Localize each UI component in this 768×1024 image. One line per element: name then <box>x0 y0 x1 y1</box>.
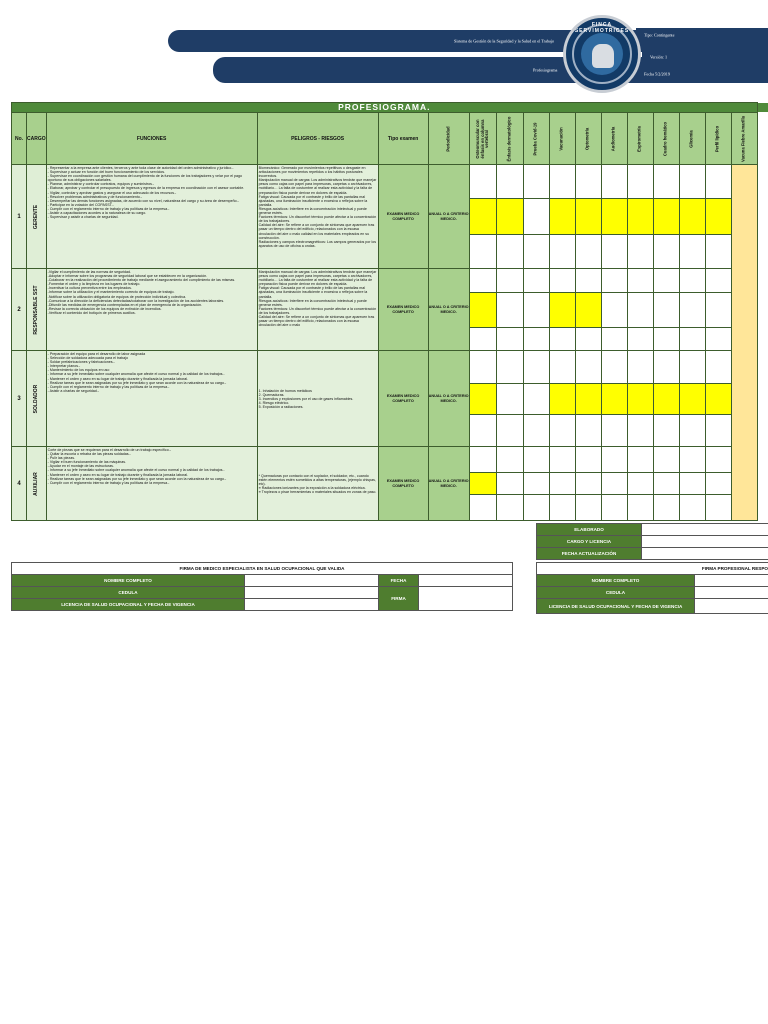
row-tipo-examen: EXAMEN MEDICO COMPLETO <box>378 351 428 447</box>
exam-empty-cell <box>575 495 601 521</box>
exam-empty-cell <box>705 269 731 293</box>
row-number: 1 <box>12 165 27 269</box>
exam-empty-cell <box>653 415 679 447</box>
exam-empty-cell <box>469 415 496 447</box>
exam-empty-cell <box>496 235 523 269</box>
exam-empty-cell <box>523 447 549 473</box>
elaborado-field[interactable] <box>642 524 768 536</box>
exam-empty-cell <box>469 495 496 521</box>
col-cuadro-hematico: Cuadro hemático <box>653 113 679 165</box>
row-number: 2 <box>12 269 27 351</box>
logo-figure <box>592 44 614 68</box>
exam-empty-cell <box>601 293 627 328</box>
row-peligros: * Quemaduras por contacto con el soplador, el soldador, etc., cuando estén elementos estén sometidos a altas temperaturas, (ejemplo chispas, etc). ≡ Radiaciones ionizantes por la exposición a la soldadura eléctrica. ≡ Tropiezos o pisar herramientas o materiales situados en zonas de paso. <box>257 447 378 521</box>
table-row <box>12 351 758 384</box>
exam-empty-cell <box>469 351 496 384</box>
exam-required-cell <box>549 384 575 415</box>
col-perfil-lipidico: Perfil lipídico <box>705 113 731 165</box>
exam-empty-cell <box>601 415 627 447</box>
medico-nombre-field[interactable] <box>245 575 379 587</box>
exam-empty-cell <box>705 293 731 328</box>
medico-cedula-field[interactable] <box>245 587 379 599</box>
exam-empty-cell <box>653 351 679 384</box>
exam-empty-cell <box>575 165 601 199</box>
row-peligros: Biomecánico: Generado por movimientos repetitivos o desgaste en articulaciones por movimientos repetidos o los hábitos posturales incorrectos. Manipulación manual de cargas: Los administrativos tendrán que manejar pesos como cajas con papel para impresoras, carpetas o archivadores, mobiliario… La falta de costumbre al realizar esta actividad y la falta de preparación física puede derivar en dolores de espalda. Fatiga visual: Causada por el contraste y brillo de las pantallas mal ajustadas, una iluminación insuficiente o excesiva o reflejos sobre la pantalla. Riesgos acústicos: Interfiere en la concentración intelectual y puede generar estrés. Factores térmicos: Un disconfort térmico puede afectar a la concentración de los trabajadores. Calidad del aire: Se refiere a un conjunto de síntomas que aparecen tras pasar un tiempo dentro del edificio, relacionados con la escasa circulación del aire o malo calidad en los materiales empleados en su construcción. Radiaciones y campos electromagnéticos: Los campos generados por los aparatos de uso de oficina a ondas. <box>257 165 378 269</box>
exam-required-cell <box>679 384 705 415</box>
exam-empty-cell <box>679 495 705 521</box>
exam-empty-cell <box>469 269 496 293</box>
exam-empty-cell <box>575 351 601 384</box>
col-dermatologico: Énfasis dermatológico <box>496 113 523 165</box>
exam-empty-cell <box>627 293 653 328</box>
medico-nombre-label: NOMBRE COMPLETO <box>12 575 245 587</box>
col-fiebre-amarilla: Vacuna Fiebre Amarilla <box>731 113 757 165</box>
col-audiometria: Audiometría <box>601 113 627 165</box>
exam-empty-cell <box>496 473 523 495</box>
exam-empty-cell <box>496 384 523 415</box>
table-row <box>12 269 758 293</box>
medico-licencia-label: LICENCIA DE SALUD OCUPACIONAL Y FECHA DE VIGENCIA <box>12 599 245 611</box>
exam-empty-cell <box>496 293 523 328</box>
exam-required-cell <box>575 384 601 415</box>
row-funciones: Corte de piezas que se requieran para el desarrollo de un trabajo específico.- - Quitar la escoria o rebaba de las piezas soldadas.- - Pulir las piezas. - Vigilar el buen funcionamiento de las máquinas. - Ayudar en el montaje de las estructuras. - Informar a su jefe inmediato sobre cualquier anomalía que afecte el curso normal y la calidad de los trabajos.- - Mantener el orden y aseo en su lugar de trabajo durante y finalizada la jornada laboral. - Realizar tareas que le sean asignadas por su jefe inmediato y que sean acorde con la naturaleza de su cargo.- - Cumplir con el reglamento interno de trabajo y las políticas de la empresa.- <box>46 447 257 521</box>
medico-signature-title: FIRMA DE MEDICO ESPECIALISTA EN SALUD OCUPACIONAL QUE VALIDA <box>12 563 513 575</box>
row-cargo: GERENTE <box>27 165 47 269</box>
exam-empty-cell <box>469 447 496 473</box>
system-title: Sistema de Gestión de la Seguridad y la Salud en el Trabajo <box>454 38 555 44</box>
exam-empty-cell <box>601 351 627 384</box>
exam-empty-cell <box>627 447 653 473</box>
exam-empty-cell <box>601 269 627 293</box>
table-title: PROFESIOGRAMA. <box>12 103 758 113</box>
exam-required-cell <box>469 293 496 328</box>
approval-table <box>536 523 768 560</box>
exam-empty-cell <box>575 473 601 495</box>
col-peligros: PELIGROS - RIESGOS <box>257 113 378 165</box>
exam-empty-cell <box>496 447 523 473</box>
doc-type: Tipo: Contingente <box>644 32 675 38</box>
profesional-signature-title: FIRMA PROFESIONAL RESPO <box>537 563 768 575</box>
exam-empty-cell <box>469 328 496 351</box>
exam-empty-cell <box>653 269 679 293</box>
exam-empty-cell <box>705 473 731 495</box>
row-cargo: SOLDADOR <box>27 351 47 447</box>
profesional-nombre-label: NOMBRE COMPLETO <box>537 575 695 587</box>
doc-version: Versión: 1 <box>650 54 668 60</box>
exam-empty-cell <box>679 269 705 293</box>
exam-empty-cell <box>549 269 575 293</box>
fecha-actualizacion-field[interactable] <box>642 548 768 560</box>
document-name: Profesiograma <box>533 67 558 73</box>
exam-required-cell <box>627 199 653 235</box>
medico-fecha-label: FECHA <box>379 575 419 587</box>
exam-empty-cell <box>601 447 627 473</box>
exam-empty-cell <box>679 293 705 328</box>
exam-empty-cell <box>653 473 679 495</box>
medico-licencia-field[interactable] <box>245 599 379 611</box>
exam-required-cell <box>549 293 575 328</box>
exam-empty-cell <box>523 199 549 235</box>
exam-empty-cell <box>549 165 575 199</box>
exam-empty-cell <box>705 165 731 199</box>
exam-empty-cell <box>679 328 705 351</box>
exam-required-cell <box>575 293 601 328</box>
exam-empty-cell <box>523 165 549 199</box>
exam-required-cell <box>679 199 705 235</box>
exam-empty-cell <box>523 415 549 447</box>
cargo-licencia-label: CARGO Y LICENCIA <box>537 536 642 548</box>
row-cargo: RESPONSABLE SST <box>27 269 47 351</box>
exam-empty-cell <box>496 328 523 351</box>
exam-empty-cell <box>523 293 549 328</box>
exam-required-cell <box>601 199 627 235</box>
exam-empty-cell <box>679 415 705 447</box>
row-periodicidad: ANUAL O A CRITERIO MEDICO. <box>428 351 469 447</box>
col-tipo-examen: Tipo examen <box>378 113 428 165</box>
row-funciones: -Vigilar el cumplimiento de las normas de seguridad. -Adoptar e informar sobre los programas de seguridad laboral que se establecen en la organización. -Colaborar en la realización del procedimiento de trabajo mediante el aseguramiento del cumplimiento de las mismas. -Fomentar el orden y la limpieza en los lugares de trabajo. -Incentivar la cultura preventiva entre los empleados. -Informar sobre la utilización y el mantenimiento correcto de equipos de trabajo. -Notificar sobre la utilización obligatoria de equipos de protección individual y colectiva. -Comunicar a la dirección la deficiencias detectadas/colaborar con la investigación de los accidentes laborales. -Difundir las medidas de emergencia contempladas en el plan de emergencia de la organización. -Revisar la correcta ubicación de los equipos de extinción de incendios. -Verificar el contenido del botiquín de primeros auxilios. <box>46 269 257 351</box>
exam-empty-cell <box>705 495 731 521</box>
exam-empty-cell <box>549 351 575 384</box>
row-tipo-examen: EXAMEN MEDICO COMPLETO <box>378 165 428 269</box>
col-optometria: Optometría <box>575 113 601 165</box>
profesional-licencia-field[interactable] <box>695 599 768 614</box>
header-side-top <box>636 28 768 42</box>
row-number: 4 <box>12 447 27 521</box>
profesional-signature-table <box>536 562 768 614</box>
exam-empty-cell <box>523 384 549 415</box>
exam-empty-cell <box>523 235 549 269</box>
exam-empty-cell <box>705 328 731 351</box>
exam-empty-cell <box>653 293 679 328</box>
exam-required-cell <box>653 199 679 235</box>
table-row <box>12 447 758 473</box>
exam-empty-cell <box>679 447 705 473</box>
exam-empty-cell <box>627 328 653 351</box>
exam-required-cell <box>705 199 731 235</box>
fecha-actualizacion-label: FECHA ACTUALIZACIÓN <box>537 548 642 560</box>
exam-empty-cell <box>575 447 601 473</box>
exam-empty-cell <box>496 165 523 199</box>
row-cargo: AUXILIAR <box>27 447 47 521</box>
row-tipo-examen: EXAMEN MEDICO COMPLETO <box>378 447 428 521</box>
exam-required-cell <box>496 199 523 235</box>
elaborado-label: ELABORADO <box>537 524 642 536</box>
exam-empty-cell <box>627 495 653 521</box>
exam-empty-cell <box>523 473 549 495</box>
medico-fecha-field[interactable] <box>419 575 513 587</box>
col-glicemia: Glicemia <box>679 113 705 165</box>
col-espirometria: Espirometría <box>627 113 653 165</box>
medico-signature-table <box>11 562 513 611</box>
profesional-cedula-field[interactable] <box>695 587 768 599</box>
exam-empty-cell <box>549 447 575 473</box>
exam-empty-cell <box>653 165 679 199</box>
exam-empty-cell <box>705 447 731 473</box>
exam-empty-cell <box>601 165 627 199</box>
exam-empty-cell <box>653 495 679 521</box>
exam-empty-cell <box>653 235 679 269</box>
exam-empty-cell <box>653 447 679 473</box>
row-periodicidad: ANUAL O A CRITERIO MEDICO. <box>428 165 469 269</box>
exam-required-cell <box>705 384 731 415</box>
exam-empty-cell <box>679 165 705 199</box>
exam-empty-cell <box>627 165 653 199</box>
exam-empty-cell <box>627 269 653 293</box>
exam-required-cell <box>469 473 496 495</box>
cargo-licencia-field[interactable] <box>642 536 768 548</box>
exam-empty-cell <box>549 473 575 495</box>
profesional-licencia-label: LICENCIA DE SALUD OCUPACIONAL Y FECHA DE VIGENCIA <box>537 599 695 614</box>
exam-empty-cell <box>601 473 627 495</box>
exam-empty-cell <box>496 269 523 293</box>
doc-date: Fecha 5/2/2019 <box>644 71 670 77</box>
col-covid: Prueba Covid-19 <box>523 113 549 165</box>
table-row <box>12 165 758 199</box>
exam-empty-cell <box>575 328 601 351</box>
medico-firma-field[interactable] <box>419 587 513 611</box>
exam-empty-cell <box>705 351 731 384</box>
exam-empty-cell <box>601 235 627 269</box>
exam-empty-cell <box>679 351 705 384</box>
exam-empty-cell <box>469 165 496 199</box>
exam-empty-cell <box>627 473 653 495</box>
profesiograma-table <box>11 102 758 521</box>
medico-cedula-label: CEDULA <box>12 587 245 599</box>
row-peligros: 1. Inhalación de humos metálicos 2. Quemaduras. 3. Incendios y explosiones por el uso de gases inflamables. 4. Riesgo eléctrico. 5. Exposición a radiaciones. <box>257 351 378 447</box>
exam-required-cell <box>601 384 627 415</box>
header-side-mid <box>642 50 768 64</box>
exam-empty-cell <box>627 235 653 269</box>
exam-required-cell <box>653 384 679 415</box>
exam-empty-cell <box>496 495 523 521</box>
exam-empty-cell <box>601 495 627 521</box>
exam-empty-cell <box>549 415 575 447</box>
logo-text: FINCA SERVIMOTRICES <box>574 22 630 34</box>
row-tipo-examen: EXAMEN MEDICO COMPLETO <box>378 269 428 351</box>
exam-required-cell <box>549 199 575 235</box>
exam-required-cell <box>575 199 601 235</box>
row-funciones: - Representar a la empresa ante clientes, terceros y ante toda clase de autoridad del orden administrativo y jurídico.- - Supervisar y actuar en función del buen funcionamiento de los servicios. - Supervisar en coordinación con gestión humana del cumplimiento de la funciones de los trabajadores y velar por el pago oportuno de sus obligaciones salariales. - Planear, administrar y controlar contratos, equipos y suministros.- - Elaborar, aprobar y controlar el presupuesto de ingresos y egresos de la empresa en coordinación con el asesor contable. - Vigilar, controlar y aprobar gastos y asegurar el uso adecuado de los recursos.- - Resolver problemas administrativos y de funcionamiento.- - Desempeñar las demás funciones asignadas, de acuerdo con su nivel, naturaleza del cargo y su área de desempeño.- - Participar en la votación del COPASST.- - Cumplir con el reglamento interno de trabajo y las políticas de la empresa.- - Asistir a capacitaciones acordes a la naturaleza de su cargo. - Supervisar y asistir a charlas de seguridad. <box>46 165 257 269</box>
col-no: No. <box>12 113 27 165</box>
exam-empty-cell <box>679 473 705 495</box>
exam-empty-cell <box>549 328 575 351</box>
exam-empty-cell <box>575 269 601 293</box>
exam-empty-cell <box>549 495 575 521</box>
company-logo <box>563 15 641 93</box>
exam-empty-cell <box>523 351 549 384</box>
exam-empty-cell <box>679 235 705 269</box>
profesional-cedula-label: CEDULA <box>537 587 695 599</box>
exam-empty-cell <box>705 415 731 447</box>
medico-firma-label: FIRMA <box>379 587 419 611</box>
exam-empty-cell <box>523 328 549 351</box>
col-periodicidad: Periodicidad <box>428 113 469 165</box>
col-funciones: FUNCIONES <box>46 113 257 165</box>
fiebre-amarilla-column-fill <box>731 165 757 521</box>
row-periodicidad: ANUAL O A CRITERIO MEDICO. <box>428 447 469 521</box>
exam-empty-cell <box>523 495 549 521</box>
exam-empty-cell <box>653 328 679 351</box>
exam-required-cell <box>469 384 496 415</box>
exam-empty-cell <box>627 415 653 447</box>
exam-empty-cell <box>469 235 496 269</box>
exam-empty-cell <box>705 235 731 269</box>
exam-empty-cell <box>575 235 601 269</box>
col-osteomuscular: Osteomuscular con énfasis en columna vertebral <box>469 113 496 165</box>
row-funciones: - Preparación del equipo para el desarrollo de labor asignada - Selección de soldadura adecuada para el trabajo - Soldar prefabricaciones y fabricaciones.- - Interpretar planos.- - Mantenimiento de los equipos en uso - Informar a su jefe inmediato sobre cualquier anomalía que afecte el curso normal y la calidad de los trabajos.- - Mantener el orden y aseo en su lugar de trabajo durante y finalizada la jornada laboral. - Realizar tareas que le sean asignadas por su jefe inmediato y que sean acorde con la naturaleza de su cargo.- - Cumplir con el reglamento interno de trabajo y las políticas de la empresa.- - Asistir a charlas de seguridad.- <box>46 351 257 447</box>
exam-empty-cell <box>575 415 601 447</box>
exam-empty-cell <box>549 235 575 269</box>
row-periodicidad: ANUAL O A CRITERIO MEDICO. <box>428 269 469 351</box>
profesional-nombre-field[interactable] <box>695 575 768 587</box>
col-cargo: CARGO <box>27 113 47 165</box>
exam-empty-cell <box>627 351 653 384</box>
exam-required-cell <box>469 199 496 235</box>
row-peligros: Manipulación manual de cargas: Los administrativos tendrán que manejar pesos como cajas con papel para impresoras, carpetas o archivadores, mobiliario… La falta de costumbre al realizar esta actividad y la falta de preparación física puede derivar en dolores de espalda. Fatiga visual: Causada por el contraste y brillo de las pantallas mal ajustadas, una iluminación insuficiente o excesiva o reflejos sobre la pantalla. Riesgos acústicos: Interfiere en la concentración intelectual y puede generar estrés. Factores térmicos: Un disconfort térmico puede afectar a la concentración de los trabajadores. Calidad del aire: Se refiere a un conjunto de síntomas que aparecen tras pasar un tiempo dentro del edificio, relacionados con la escasa circulación del aire o malo <box>257 269 378 351</box>
exam-empty-cell <box>496 415 523 447</box>
exam-required-cell <box>627 384 653 415</box>
header-side-bottom <box>642 67 768 81</box>
exam-empty-cell <box>523 269 549 293</box>
exam-empty-cell <box>496 351 523 384</box>
exam-empty-cell <box>601 328 627 351</box>
col-vacunacion: Vacunación <box>549 113 575 165</box>
header-row <box>12 113 758 165</box>
row-number: 3 <box>12 351 27 447</box>
